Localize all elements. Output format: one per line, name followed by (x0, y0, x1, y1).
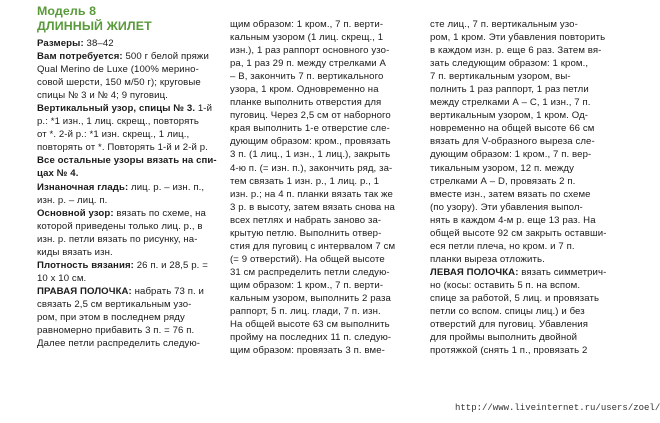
text-line (37, 285, 222, 298)
text-line (37, 128, 222, 141)
column-left (37, 4, 222, 350)
column-middle (230, 18, 423, 357)
body-text: связать 2,5 см вертикальным узо- (37, 298, 192, 310)
model-number: Модель 8 (37, 4, 97, 18)
text-line (430, 214, 630, 227)
body-text: киды вязать изн. (37, 246, 113, 258)
text-line (37, 63, 222, 76)
text-line (37, 311, 222, 324)
text-line: 3 р. в высоту, затем вязать снова на (230, 201, 395, 213)
text-line (37, 259, 222, 272)
text-line (430, 292, 630, 305)
body-text: вертикальным узором, 1 кром. Од- (430, 110, 589, 122)
text-line (430, 266, 630, 279)
body-text: между стрелками А – С, 1 изн., 7 п. (430, 97, 591, 109)
body-text: 10 х 10 см. (37, 272, 87, 284)
body-text: ром, при этом в последнем ряду (37, 311, 185, 323)
text-line: изн.), 1 раз раппорт основного узо- (230, 45, 390, 57)
model-title: ДЛИННЫЙ ЖИЛЕТ (37, 19, 152, 33)
text-line (37, 272, 222, 285)
body-text: еся петли плеча, но кром. и 7 п. (430, 240, 575, 252)
bold-heading: Вам потребуется: (37, 51, 123, 63)
body-text: изн. р. – лиц. п. (37, 194, 108, 206)
text-line (37, 37, 222, 50)
text-line (430, 148, 630, 161)
text-line (430, 344, 630, 357)
body-text: нять в каждом 4-м р. еще 13 раз. На (430, 214, 596, 226)
body-text: спице за работой, 5 лиц. и провязать (430, 292, 600, 304)
body-text: в каждом изн. р. еще 6 раз. Затем вя- (430, 45, 602, 57)
text-line (37, 50, 222, 63)
text-line (430, 44, 630, 57)
text-line: пуговиц. Через 2,5 см от наборного (230, 110, 391, 122)
text-line (37, 233, 222, 246)
body-text: зать следующим образом: 1 кром., (430, 58, 589, 70)
text-line (430, 188, 630, 201)
body-text: но (косы: оставить 5 п. на вспом. (430, 279, 581, 291)
text-line: щим образом: 1 кром., 7 п. верти- (230, 279, 384, 291)
body-text: для проймы выполнить двойной (430, 332, 578, 344)
body-text: равномерно прибавить 3 п. = 76 п. (37, 325, 195, 337)
body-text: 26 п. и 28,5 р. = (133, 259, 208, 271)
body-text: петли со вспом. спицы лиц.) и без (430, 306, 585, 318)
text-line (37, 89, 222, 102)
text-line (430, 253, 630, 266)
text-line (37, 298, 222, 311)
bold-heading: Вертикальный узор, спицы № 3. (37, 103, 196, 115)
text-line: щим образом: провязать 3 п. вме- (230, 345, 385, 357)
body-text: новременно на общей высоте 66 см (430, 123, 595, 135)
text-line (37, 76, 222, 89)
watermark-url[interactable]: http://www.liveinternet.ru/users/zoel/ (455, 403, 660, 413)
text-line (430, 279, 630, 292)
bold-heading: Изнаночная гладь: (37, 181, 129, 193)
body-text: вязать для V-образного выреза сле- (430, 136, 595, 148)
body-text: протяжкой (снять 1 п., провязать 2 (430, 345, 588, 357)
body-text: лиц. р. – изн. п., (128, 181, 205, 193)
text-line: (= 9 отверстий). На общей высоте (230, 253, 385, 265)
body-text: 1-й (195, 103, 213, 115)
text-line (430, 318, 630, 331)
text-line (37, 102, 222, 115)
body-text: которой приведены только лиц. р., в (37, 220, 203, 232)
text-line: 4-ю п. (= изн. п.), закончить ряд, за- (230, 162, 393, 174)
body-text: вязать по схеме, на (113, 207, 206, 219)
bold-heading: Основной узор: (37, 207, 114, 219)
bold-heading: ЛЕВАЯ ПОЛОЧКА: (430, 266, 519, 278)
text-line (430, 96, 630, 109)
text-line (37, 337, 222, 350)
text-line (430, 83, 630, 96)
text-line (430, 305, 630, 318)
body-text: дующим образом: 1 кром., 7 п. вер- (430, 149, 592, 161)
text-line: изн. р.; на 4 п. планки вязать так же (230, 188, 393, 200)
body-text: планки выреза отложить. (430, 253, 545, 265)
body-text: стрелками А – D, провязать 2 п. (430, 175, 576, 187)
text-line (37, 207, 222, 220)
text-line (430, 162, 630, 175)
body-text: сте лиц., 7 п. вертикальным узо- (430, 19, 578, 30)
text-line (430, 70, 630, 83)
bold-heading: Все остальные узоры вязать на спи- (37, 155, 217, 167)
text-line: узора, 1 кром. Одновременно на (230, 84, 379, 96)
text-line: крытую петлю. Выполнить отвер- (230, 227, 382, 239)
body-text: 7 п. вертикальным узором, вы- (430, 71, 571, 83)
body-text: ром, 1 кром. Эти убавления повторить (430, 32, 606, 44)
text-line: 31 см распределить петли следую- (230, 266, 390, 278)
text-line (37, 181, 222, 194)
text-line (37, 141, 222, 154)
text-line: всех петлях и набрать заново за- (230, 214, 382, 226)
text-line (37, 246, 222, 259)
body-text: спицы № 3 и № 4; 9 пуговиц. (37, 90, 168, 102)
text-line (430, 109, 630, 122)
body-text: р.: *1 изн., 1 лиц. скрещ., повторять (37, 116, 200, 128)
body-text: от *. 2-й р.: *1 изн. скрещ., 1 лиц., (37, 129, 190, 141)
body-text: 500 г белой пряжи (122, 51, 209, 63)
text-line: щим образом: 1 кром., 7 п. верти- (230, 19, 384, 30)
text-line (430, 201, 630, 214)
text-line (430, 122, 630, 135)
text-line (430, 227, 630, 240)
text-line: пройму на последних 11 п. следую- (230, 332, 392, 344)
text-line (430, 175, 630, 188)
body-text: вязать симметрич- (518, 266, 607, 278)
column-right (430, 18, 630, 357)
text-line: планке выполнить отверстия для (230, 97, 382, 109)
body-text: 38–42 (83, 38, 114, 49)
text-line (430, 240, 630, 253)
body-text: Далее петли распределить следую- (37, 338, 201, 350)
text-line: На общей высоте 63 см выполнить (230, 319, 390, 331)
text-line (430, 331, 630, 344)
body-text: отверстий для пуговиц. Убавления (430, 319, 589, 331)
text-line (430, 18, 630, 31)
text-line (430, 57, 630, 70)
text-line (37, 324, 222, 337)
text-line: кальным узором (1 лиц. скрещ., 1 (230, 32, 384, 44)
text-line (37, 154, 222, 167)
body-text: Qual Merino de Luxe (100% мерино- (37, 64, 199, 76)
body-text: изн. р. петли вязать по рисунку, на- (37, 233, 198, 245)
text-line: ра, 1 раз 29 п. между стрелками А (230, 58, 386, 70)
body-text: общей высоте 92 см закрыть оставши- (430, 227, 607, 239)
text-line: стия для пуговиц с интервалом 7 см (230, 240, 396, 252)
bold-heading: ПРАВАЯ ПОЛОЧКА: (37, 285, 132, 297)
text-line (37, 194, 222, 207)
bold-heading: Размеры: (37, 38, 84, 49)
bold-heading: Плотность вязания: (37, 259, 134, 271)
bold-heading: цах № 4. (37, 168, 79, 180)
body-text: совой шерсти, 150 м/50 г); круговые (37, 77, 201, 89)
body-text: тикальным узором, 12 п. между (430, 162, 574, 174)
body-text: повторять от *. Повторять 1-й и 2-й р. (37, 142, 208, 154)
text-line: дующим образом: кром., провязать (230, 136, 391, 148)
text-line (37, 115, 222, 128)
text-line (430, 135, 630, 148)
body-text: (по узору). Эти убавления выпол- (430, 201, 583, 213)
body-text: вместе изн., затем вязать по схеме (430, 188, 591, 200)
text-line: раппорт, 5 п. лиц. глади, 7 п. изн. (230, 306, 381, 318)
text-line (37, 167, 222, 180)
text-line: – В, закончить 7 п. вертикального (230, 71, 384, 83)
text-line (37, 220, 222, 233)
body-text: полнить 1 раз раппорт, 1 раз петли (430, 84, 589, 96)
text-line: 3 п. (1 лиц., 1 изн., 1 лиц.), закрыть (230, 149, 391, 161)
text-line: кальным узором, выполнить 2 раза (230, 292, 391, 304)
body-text: набрать 73 п. и (131, 285, 204, 297)
text-line: тем связать 1 изн. р., 1 лиц. р., 1 (230, 175, 380, 187)
text-line (430, 31, 630, 44)
text-line: края выполнить 1-е отверстие сле- (230, 123, 390, 135)
